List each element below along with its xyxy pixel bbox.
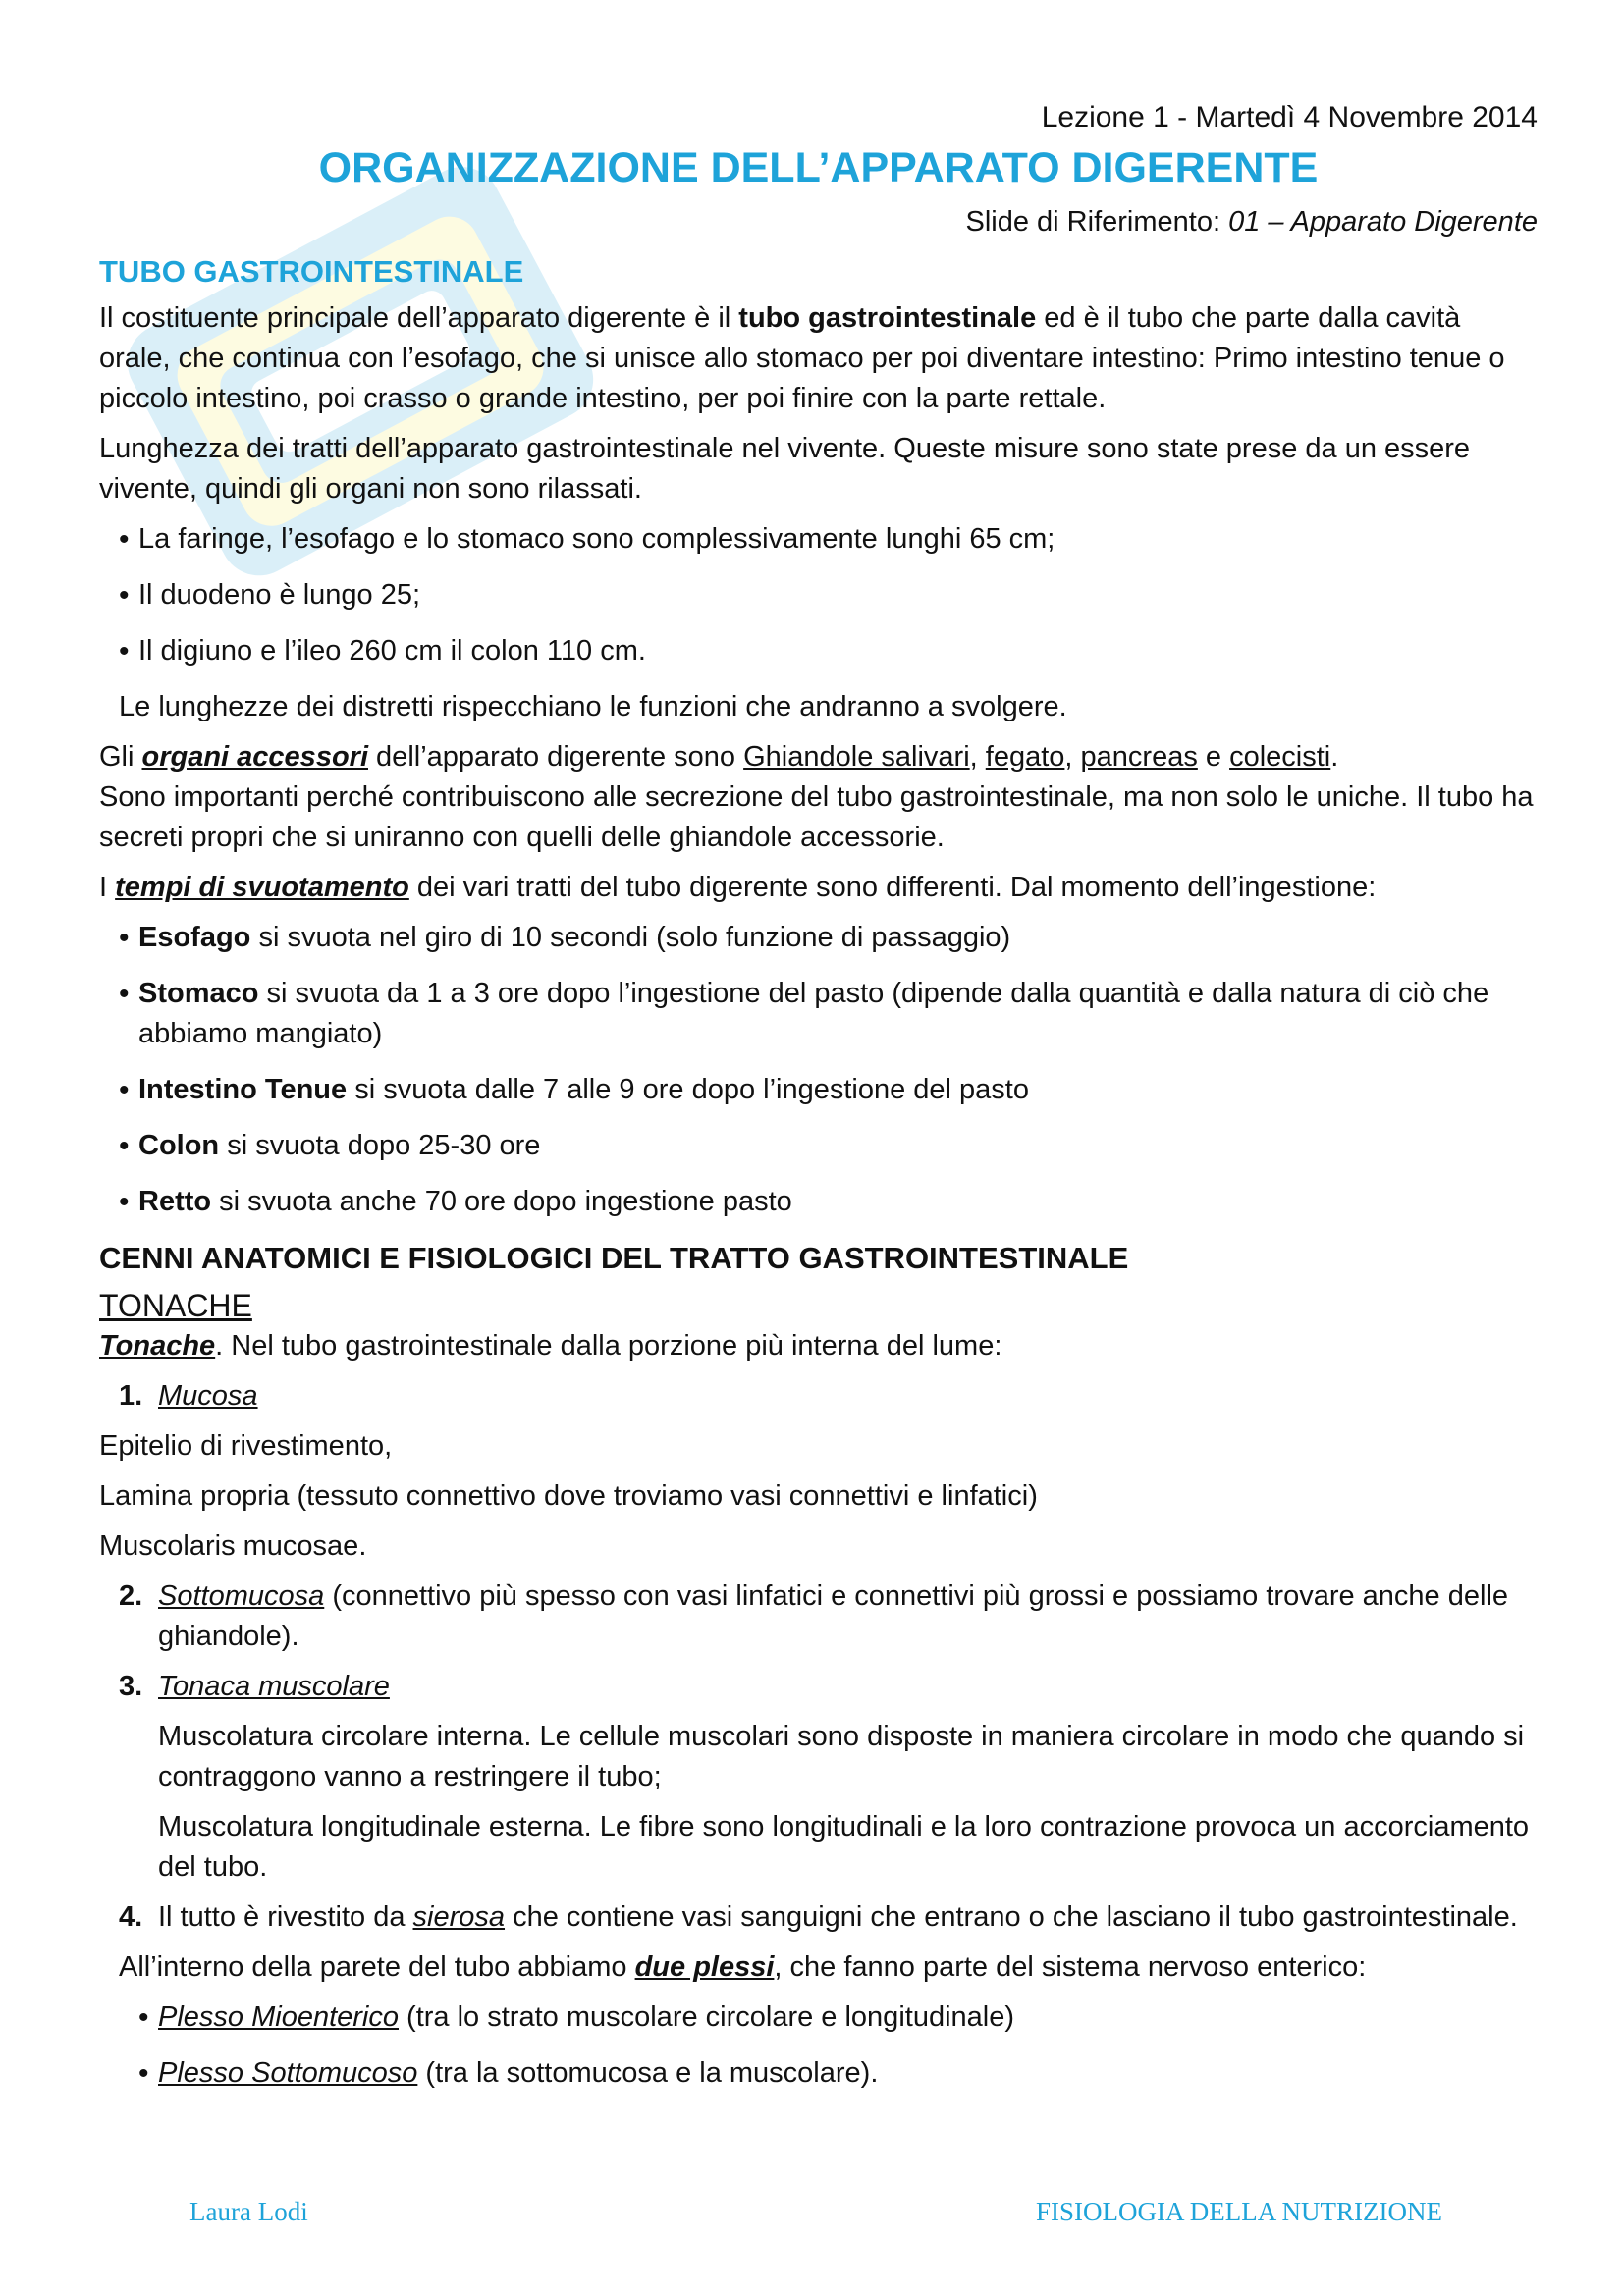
paragraph-accessory-organs: Gli organi accessori dell’apparato digerente sono Ghiandole salivari, fegato, pancreas e colecisti. (99, 741, 1339, 773)
list-item: • Il digiuno e l’ileo 260 cm il colon 110 cm. (119, 631, 1538, 671)
lengths-list (99, 519, 1538, 671)
plessi-list (99, 1998, 1538, 2094)
paragraph-plessi: All’interno della parete del tubo abbiamo due plessi, che fanno parte del sistema nervoso enterico: (119, 1951, 1367, 1983)
tonache-list-cont (99, 1576, 1538, 1707)
tonache-list (99, 1376, 1538, 1416)
list-item-sierosa: 4. Il tutto è rivestito da sierosa che contiene vasi sanguigni che entrano o che lasciano il tubo gastrointestinale. (119, 1901, 1518, 1933)
section-heading-cenni: CENNI ANATOMICI E FISIOLOGICI DEL TRATTO GASTROINTESTINALE (99, 1241, 1129, 1275)
list-item: • Intestino Tenue si svuota dalle 7 alle 9 ore dopo l’ingestione del pasto (119, 1070, 1538, 1110)
mucosa-layer: Muscolaris mucosae. (99, 1530, 367, 1562)
list-item: • Retto si svuota anche 70 ore dopo ingestione pasto (119, 1182, 1538, 1222)
section-heading-tubo: TUBO GASTROINTESTINALE (99, 254, 524, 289)
document-body (99, 98, 1538, 2109)
list-item-mucosa: 1. Mucosa (119, 1380, 258, 1412)
footer-course: FISIOLOGIA DELLA NUTRIZIONE (1036, 2197, 1442, 2226)
paragraph-intro: Il costituente principale dell’apparato digerente è il tubo gastrointestinale ed è il tubo che parte dalla cavità orale, che continua con l’esofago, che si unisce allo stomaco per poi diventare intestino: Primo intestino tenue o piccolo intestino, poi crasso o grande intestino, per poi finire con la parte rettale. (99, 302, 1505, 414)
list-item: • Stomaco si svuota da 1 a 3 ore dopo l’ingestione del pasto (dipende dalla quantità e dalla natura di ciò che abbiamo mangiato) (119, 974, 1538, 1054)
emptying-times-list (99, 918, 1538, 1222)
paragraph-accessory-secretions: Sono importanti perché contribuiscono alle secrezione del tubo gastrointestinale, ma non solo le uniche. Il tubo ha secreti propri che si uniranno con quelli delle ghiandole accessorie. (99, 781, 1534, 853)
list-item: • Plesso Sottomucoso (tra la sottomucosa e la muscolare). (138, 2054, 1538, 2094)
page-title: ORGANIZZAZIONE DELL’APPARATO DIGERENTE (318, 144, 1319, 191)
paragraph-lengths: Lunghezza dei tratti dell’apparato gastrointestinale nel vivente. Queste misure sono state prese da un essere vivente, quindi gli organi non sono rilassati. (99, 433, 1471, 505)
list-item-muscolare: 3. Tonaca muscolare (119, 1671, 390, 1702)
mucosa-layer: Lamina propria (tessuto connettivo dove troviamo vasi connettivi e linfatici) (99, 1480, 1038, 1512)
list-item: • Esofago si svuota nel giro di 10 secondi (solo funzione di passaggio) (119, 918, 1538, 958)
paragraph-lengths-note: Le lunghezze dei distretti rispecchiano le funzioni che andranno a svolgere. (119, 691, 1067, 722)
list-item: • Plesso Mioenterico (tra lo strato muscolare circolare e longitudinale) (138, 1998, 1538, 2038)
list-item-sottomucosa: 2. Sottomucosa (connettivo più spesso con vasi linfatici e connettivi più grossi e possiamo trovare anche delle ghiandole). (119, 1580, 1509, 1652)
tonache-list-end (99, 1897, 1538, 1938)
list-item: • Il duodeno è lungo 25; (119, 575, 1538, 615)
mucosa-layer: Epitelio di rivestimento, (99, 1430, 393, 1462)
list-item: • La faringe, l’esofago e lo stomaco sono complessivamente lunghi 65 cm; (119, 519, 1538, 560)
footer-author: Laura Lodi (189, 2197, 308, 2226)
list-item: • Colon si svuota dopo 25-30 ore (119, 1126, 1538, 1166)
slide-reference: Slide di Riferimento: 01 – Apparato Digerente (965, 206, 1538, 238)
subheading-tonache: TONACHE (99, 1288, 252, 1323)
lesson-date: Lezione 1 - Martedì 4 Novembre 2014 (1041, 101, 1538, 133)
paragraph-tonache-intro: Tonache. Nel tubo gastrointestinale dalla porzione più interna del lume: (99, 1330, 1002, 1362)
muscle-layer-circular: Muscolatura circolare interna. Le cellule muscolari sono disposte in maniera circolare in modo che quando si contraggono vanno a restringere il tubo; (158, 1721, 1525, 1792)
paragraph-emptying-times: I tempi di svuotamento dei vari tratti del tubo digerente sono differenti. Dal momento dell’ingestione: (99, 872, 1377, 903)
muscle-layer-longitudinal: Muscolatura longitudinale esterna. Le fibre sono longitudinali e la loro contrazione provoca un accorciamento del tubo. (158, 1811, 1530, 1883)
